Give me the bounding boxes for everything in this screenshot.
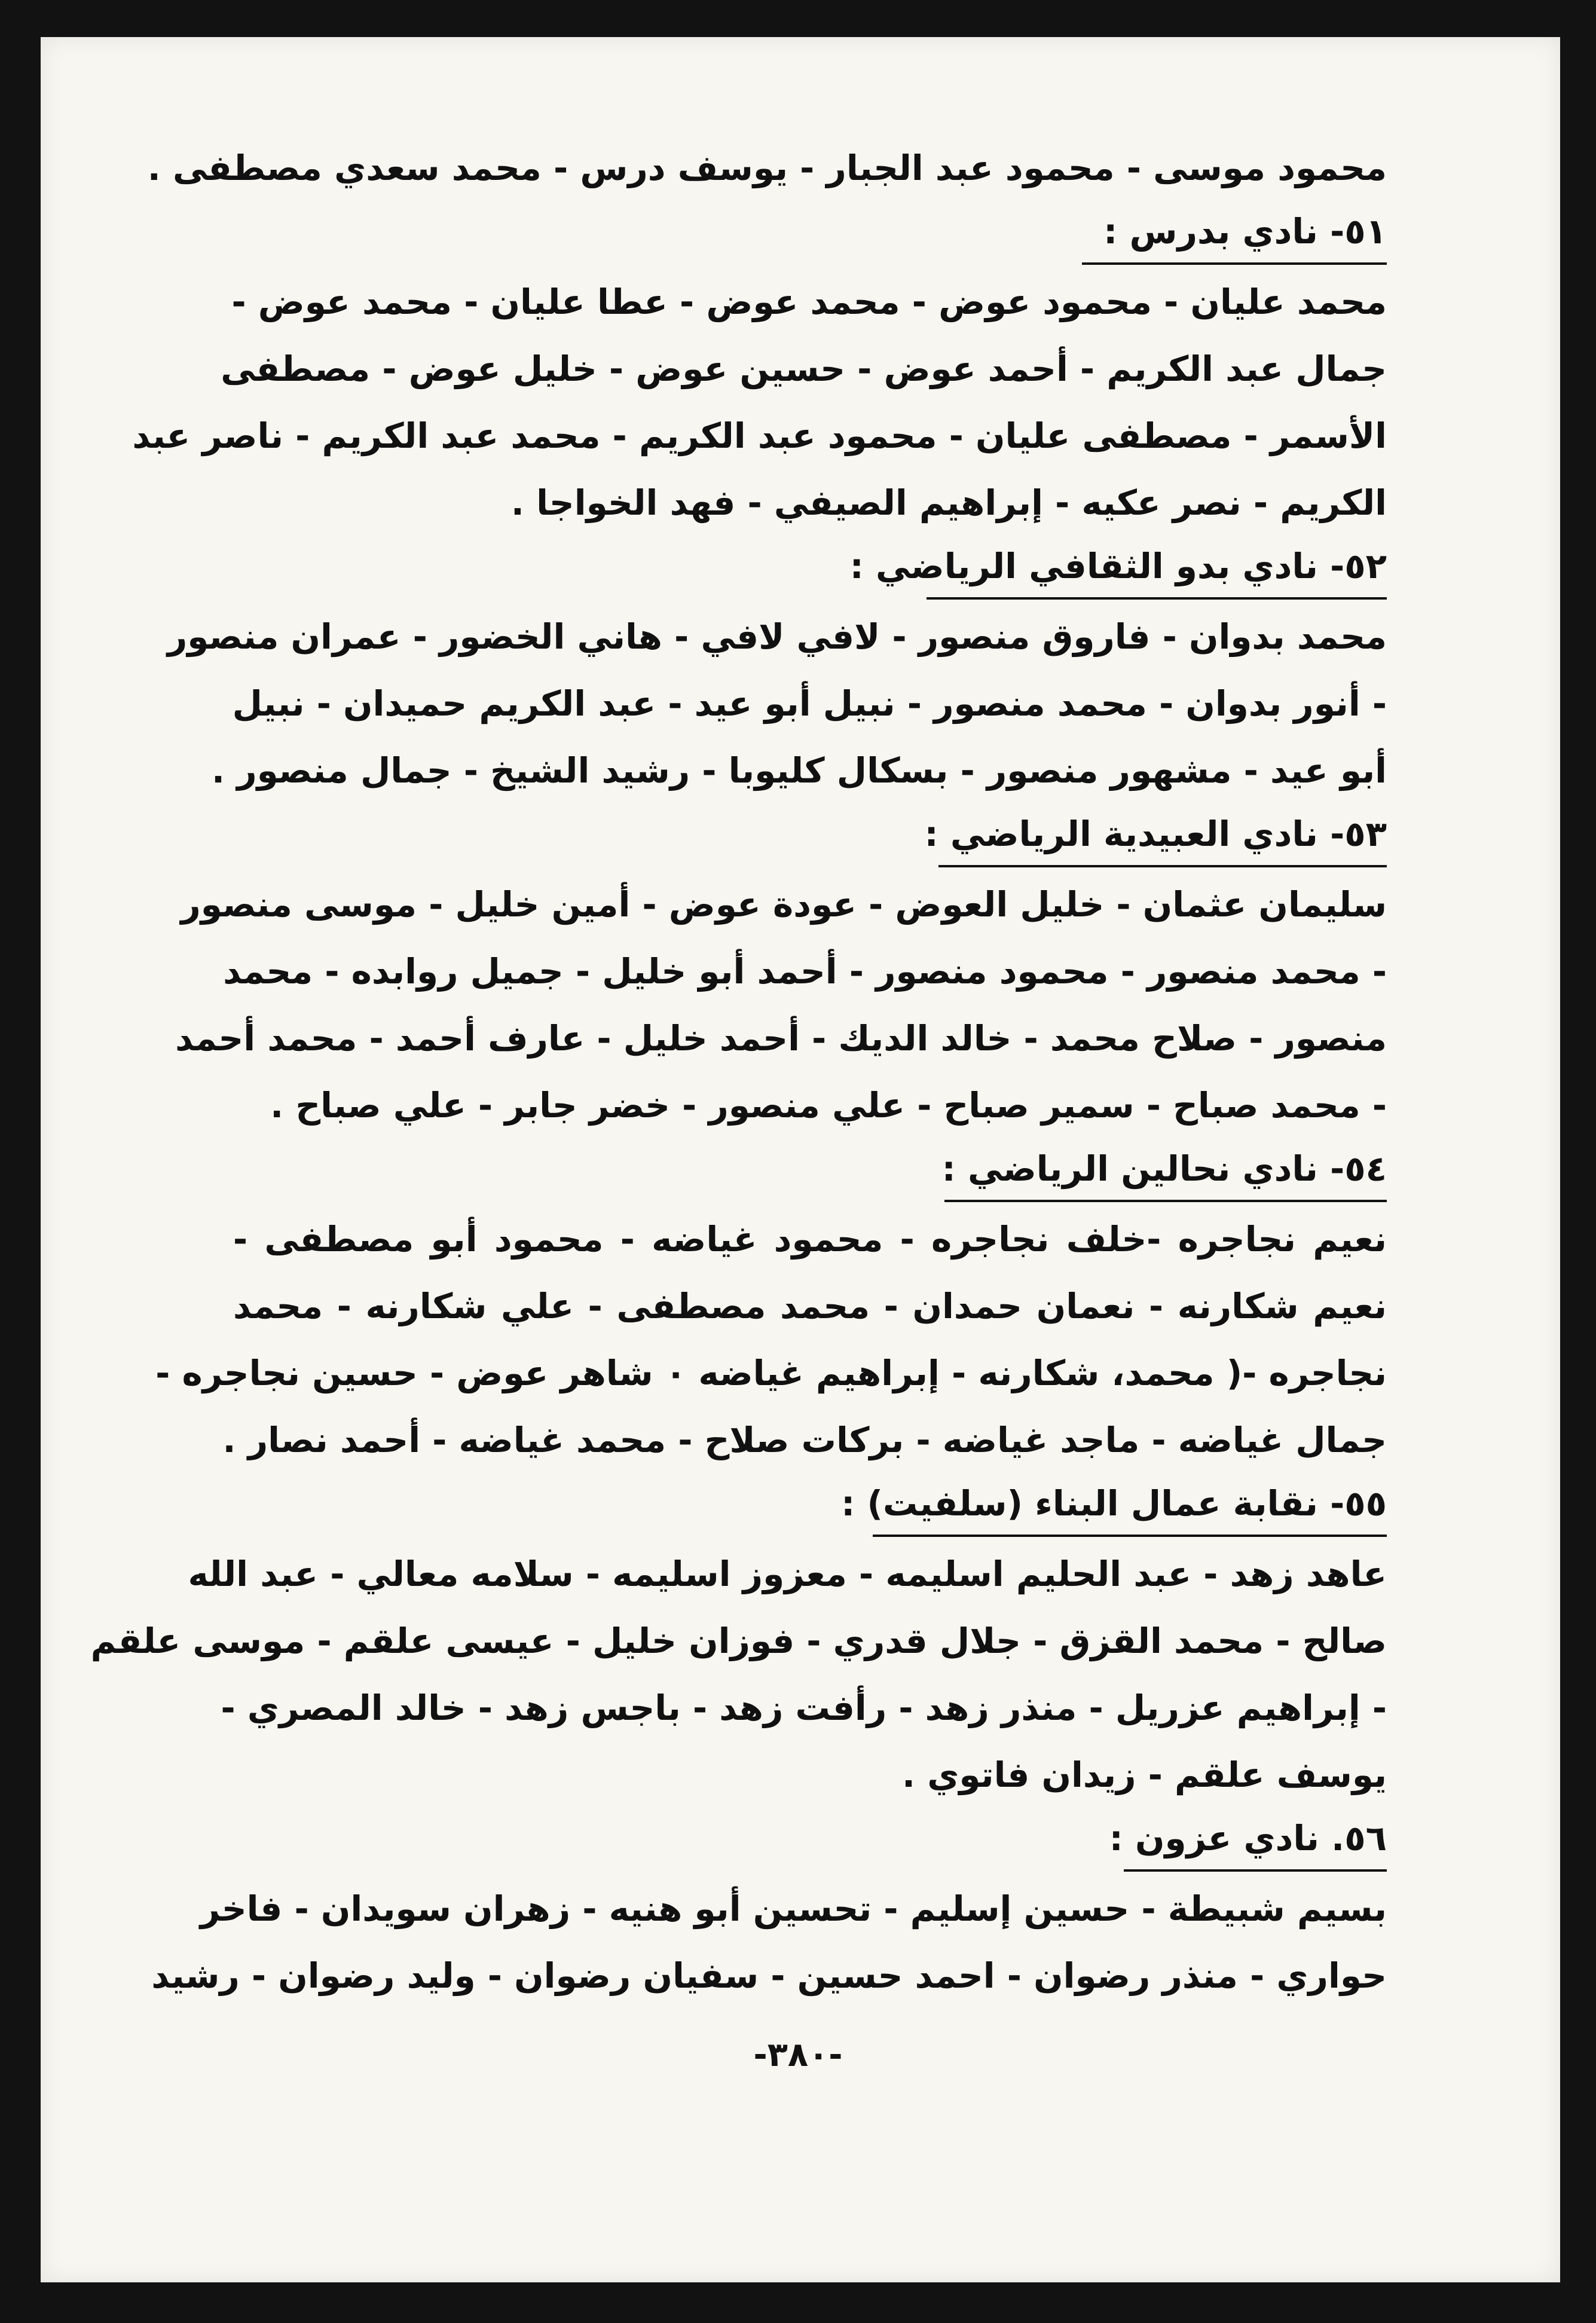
body-line: حواري - منذر رضوان - احمد حسين - سفيان رضوان - وليد رضوان - رشيد — [151, 1955, 1387, 1996]
section-heading-54 — [233, 1139, 1387, 1206]
body-line: سليمان عثمان - خليل العوض - عودة عوض - أمين خليل - موسى منصور — [181, 884, 1387, 925]
body-line: جمال عبد الكريم - أحمد عوض - حسين عوض - خليل عوض - مصطفى — [221, 349, 1387, 389]
body-line: منصور - صلاح محمد - خالد الديك - أحمد خليل - عارف أحمد - محمد أحمد — [175, 1018, 1387, 1059]
body-line: - أنور بدوان - محمد منصور - نبيل أبو عيد - عبد الكريم حميدان - نبيل — [232, 683, 1387, 724]
body-line: - محمد منصور - محمود منصور - أحمد أبو خليل - جميل روابده - محمد — [223, 951, 1387, 992]
section-heading-55 — [233, 1474, 1387, 1540]
section-heading-56 — [233, 1808, 1387, 1875]
section-heading-text: ٥٤- نادي نحالين الرياضي : — [944, 1139, 1387, 1202]
body-line: نعيم شكارنه - نعمان حمدان - محمد مصطفى - علي شكارنه - محمد — [233, 1286, 1387, 1326]
body-line: جمال غياضه - ماجد غياضه - بركات صلاح - محمد غياضه - أحمد نصار . — [222, 1420, 1387, 1460]
body-line: بسيم شبيطة - حسين إسليم - تحسين أبو هنيه - زهران سويدان - فاخر — [200, 1888, 1387, 1929]
body-line: محمد عليان - محمود عوض - محمد عوض - عطا عليان - محمد عوض - — [231, 282, 1387, 322]
section-heading-text: ٥١- نادي بدرس : — [1082, 201, 1387, 265]
body-line: صالح - محمد القزق - جلال قدري - فوزان خليل - عيسى علقم - موسى علقم — [90, 1621, 1387, 1661]
body-line: نعيم نجاجره -خلف نجاجره - محمود غياضه - محمود أبو مصطفى - — [233, 1219, 1387, 1260]
section-heading-52 — [233, 536, 1387, 603]
section-heading-51 — [233, 201, 1387, 268]
section-heading-text: ٥٢- نادي بدو الثقافي الرياضي : — [927, 536, 1387, 600]
body-line: محمود موسى - محمود عبد الجبار - يوسف درس - محمد سعدي مصطفى . — [147, 148, 1387, 188]
body-line: الكريم - نصر عكيه - إبراهيم الصيفي - فهد الخواجا . — [510, 482, 1387, 523]
section-heading-text: ٥٣- نادي العبيدية الرياضي : — [938, 804, 1387, 867]
body-line: - محمد صباح - سمير صباح - علي منصور - خضر جابر - علي صباح . — [270, 1085, 1387, 1126]
document-body — [90, 135, 1387, 2009]
body-line: نجاجره -( محمد، شكارنه - إبراهيم غياضه ٠ شاهر عوض - حسين نجاجره - — [155, 1353, 1387, 1393]
section-heading-text: ٥٦. نادي عزون : — [1124, 1808, 1387, 1872]
body-line: محمد بدوان - فاروق منصور - لافي لافي - هاني الخضور - عمران منصور — [167, 616, 1387, 657]
body-line: عاهد زهد - عبد الحليم اسليمه - معزوز اسليمه - سلامه معالي - عبد الله — [188, 1554, 1387, 1594]
section-heading-text: ٥٥- نقابة عمال البناء (سلفيت) : — [873, 1474, 1387, 1537]
body-line: - إبراهيم عزريل - منذر زهد - رأفت زهد - باجس زهد - خالد المصري - — [221, 1688, 1387, 1728]
page-number: -٣٨٠- — [753, 2035, 843, 2074]
body-line: أبو عيد - مشهور منصور - بسكال كليوبا - رشيد الشيخ - جمال منصور . — [212, 750, 1387, 791]
section-heading-53 — [233, 804, 1387, 871]
body-line: يوسف علقم - زيدان فاتوي . — [902, 1755, 1387, 1795]
body-line: الأسمر - مصطفى عليان - محمود عبد الكريم - محمد عبد الكريم - ناصر عبد — [132, 415, 1387, 456]
